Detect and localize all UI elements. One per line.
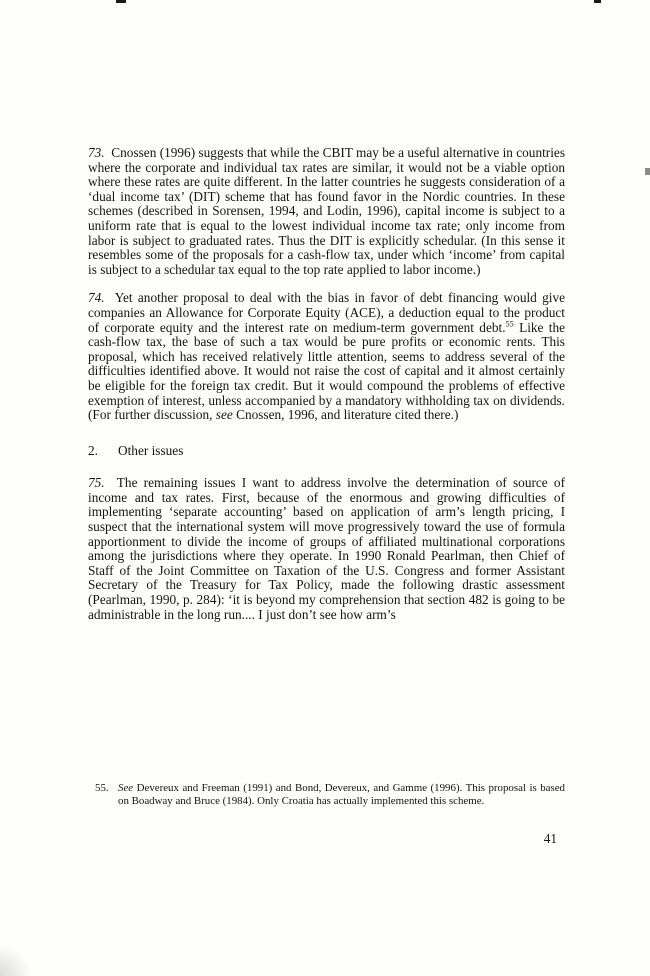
section-number: 2. <box>88 442 98 458</box>
section-heading <box>88 444 565 459</box>
scan-artifact <box>116 0 126 3</box>
footnote-number: 55. <box>95 782 109 794</box>
paragraph-73: 73. Cnossen (1996) suggests that while the CBIT may be a useful alternative in countries where the corporate and individual tax rates are similar, it would not be a viable option where these rates are quite different. In the latter countries he suggests consideration of a ‘dual income tax’ (DIT) scheme that has found favor in the Nordic countries. In these schemes (described in Sorensen, 1994, and Lodin, 1996), capital income is subject to a uniform rate that is equal to the lowest individual income tax rate; only income from labor is subject to graduated rates. Thus the DIT is explicitly schedular. (In this sense it resembles some of the proposals for a cash-flow tax, under which ‘income’ from capital is subject to a schedular tax equal to the top rate applied to labor income.) <box>88 145 565 277</box>
section-title: Other issues <box>118 442 184 458</box>
scan-artifact <box>645 168 650 175</box>
footnote-block <box>88 782 565 807</box>
footnote-text: See Devereux and Freeman (1991) and Bond, Devereux, and Gamme (1996). This proposal is based on Boadway and Bruce (1984). Only Croatia has actually implemented this scheme. <box>118 782 565 807</box>
footnote-55 <box>88 782 565 807</box>
paragraph-75: 75. The remaining issues I want to address involve the determination of source of income and tax rates. First, because of the enormous and growing difficulties of implementing ‘separate accounting’ based on application of arm’s length pricing, I suspect that the international system will move progressively toward the use of formula apportionment to divide the income of groups of affiliated multinational corporations among the jurisdictions where they operate. In 1990 Ronald Pearlman, then Chief of Staff of the Joint Committee on Taxation of the U.S. Congress and former Assistant Secretary of the Treasury for Tax Policy, made the following drastic assessment (Pearlman, 1990, p. 284): ‘it is beyond my comprehension that section 482 is going to be administrable in the long run.... I just don’t see how arm’s <box>88 475 565 622</box>
scan-artifact <box>0 946 34 976</box>
text-block <box>88 146 565 636</box>
page-number: 41 <box>543 831 557 846</box>
paragraph-74: 74. Yet another proposal to deal with the bias in favor of debt financing would give companies an Allowance for Corporate Equity (ACE), a deduction equal to the product of corporate equity and the interest rate on medium-term government debt.$^{55}$ Like the cash-flow tax, the base of such a tax would be pure profits or economic rents. This proposal, which has received relatively little attention, seems to address several of the difficulties identified above. It would not raise the cost of capital and it almost certainly be eligible for the foreign tax credit. But it would compound the problems of effective exemption of interest, unless accompanied by a mandatory withholding tax on dividends. (For further discussion, see Cnossen, 1996, and literature cited there.) <box>88 290 565 423</box>
scan-artifact <box>594 0 601 3</box>
